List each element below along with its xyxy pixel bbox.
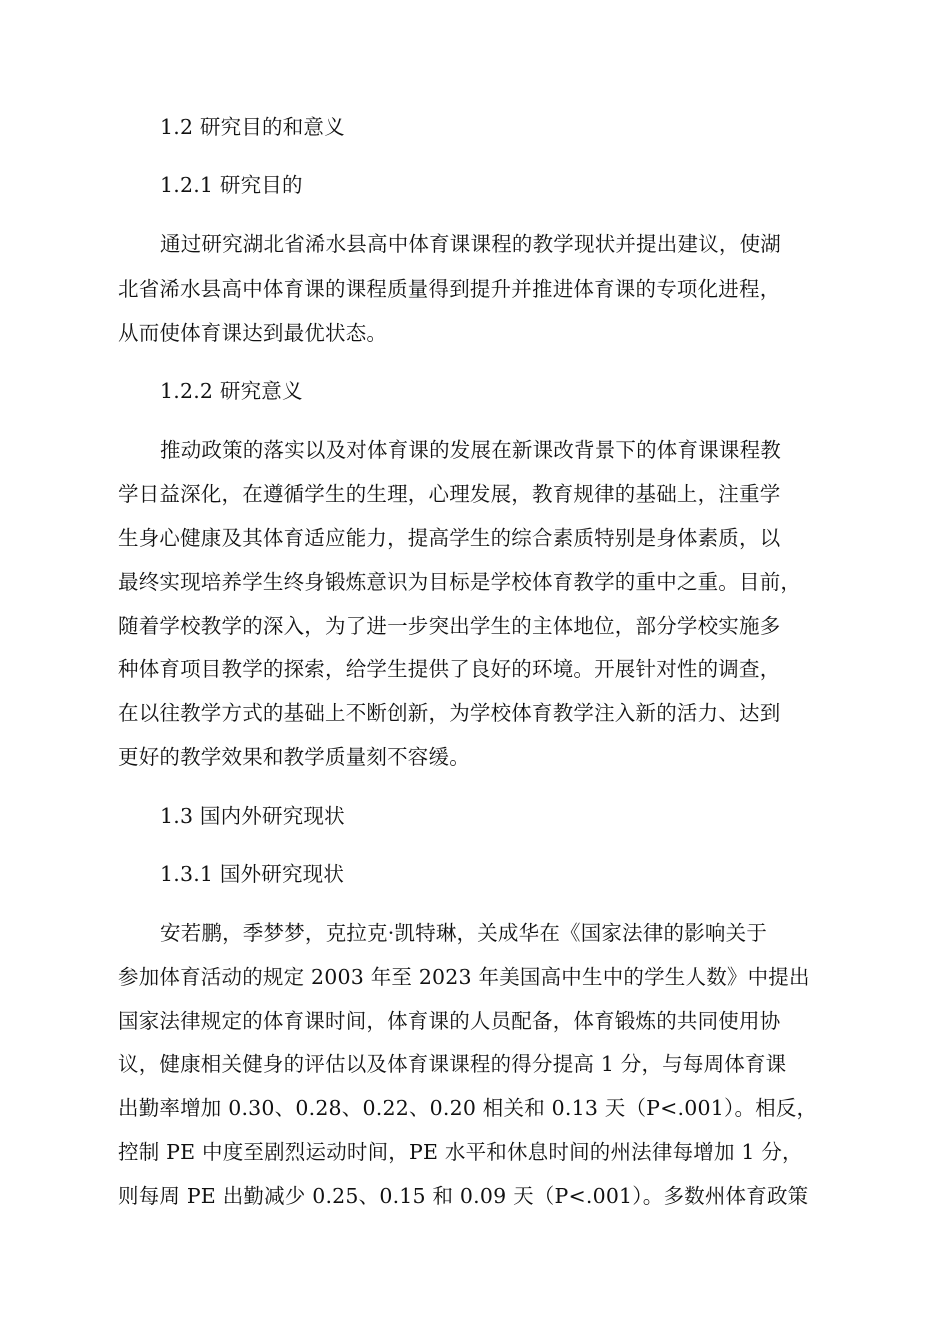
paragraph-line: 出勤率增加 0.30、0.28、0.22、0.20 相关和 0.13 天（P<.001）。相反， bbox=[118, 1096, 818, 1120]
paragraph-line: 随着学校教学的深入，为了进一步突出学生的主体地位，部分学校实施多 bbox=[118, 614, 781, 638]
section-heading-1-3-1: 1.3.1 国外研究现状 bbox=[160, 862, 345, 886]
section-heading-1-3: 1.3 国内外研究现状 bbox=[160, 804, 345, 828]
paragraph-line: 在以往教学方式的基础上不断创新，为学校体育教学注入新的活力、达到 bbox=[118, 701, 781, 725]
section-heading-1-2-2: 1.2.2 研究意义 bbox=[160, 379, 303, 403]
section-heading-1-2-1: 1.2.1 研究目的 bbox=[160, 173, 303, 197]
paragraph-line: 从而使体育课达到最优状态。 bbox=[118, 321, 388, 345]
paragraph-line: 则每周 PE 出勤减少 0.25、0.15 和 0.09 天（P<.001）。多数州体育政策 bbox=[118, 1184, 809, 1208]
paragraph-line: 最终实现培养学生终身锻炼意识为目标是学校体育教学的重中之重。目前， bbox=[118, 570, 802, 594]
paragraph-line: 种体育项目教学的探索，给学生提供了良好的环境。开展针对性的调查， bbox=[118, 657, 781, 681]
section-heading-1-2: 1.2 研究目的和意义 bbox=[160, 115, 345, 139]
paragraph-line: 国家法律规定的体育课时间，体育课的人员配备，体育锻炼的共同使用协 bbox=[118, 1009, 781, 1033]
paragraph-line: 学日益深化，在遵循学生的生理，心理发展，教育规律的基础上，注重学 bbox=[118, 482, 781, 506]
paragraph-line: 生身心健康及其体育适应能力，提高学生的综合素质特别是身体素质，以 bbox=[118, 526, 781, 550]
paragraph-line: 安若鹏，季梦梦，克拉克·凯特琳，关成华在《国家法律的影响关于 bbox=[160, 921, 768, 945]
paragraph-line: 通过研究湖北省浠水县高中体育课课程的教学现状并提出建议，使湖 bbox=[160, 232, 781, 256]
paragraph-line: 参加体育活动的规定 2003 年至 2023 年美国高中生中的学生人数》中提出 bbox=[118, 965, 810, 989]
paragraph-line: 北省浠水县高中体育课的课程质量得到提升并推进体育课的专项化进程， bbox=[118, 277, 781, 301]
paragraph-line: 推动政策的落实以及对体育课的发展在新课改背景下的体育课课程教 bbox=[160, 438, 781, 462]
paragraph-line: 控制 PE 中度至剧烈运动时间，PE 水平和休息时间的州法律每增加 1 分， bbox=[118, 1140, 803, 1164]
paragraph-line: 议，健康相关健身的评估以及体育课课程的得分提高 1 分，与每周体育课 bbox=[118, 1052, 787, 1076]
paragraph-line: 更好的教学效果和教学质量刻不容缓。 bbox=[118, 745, 470, 769]
